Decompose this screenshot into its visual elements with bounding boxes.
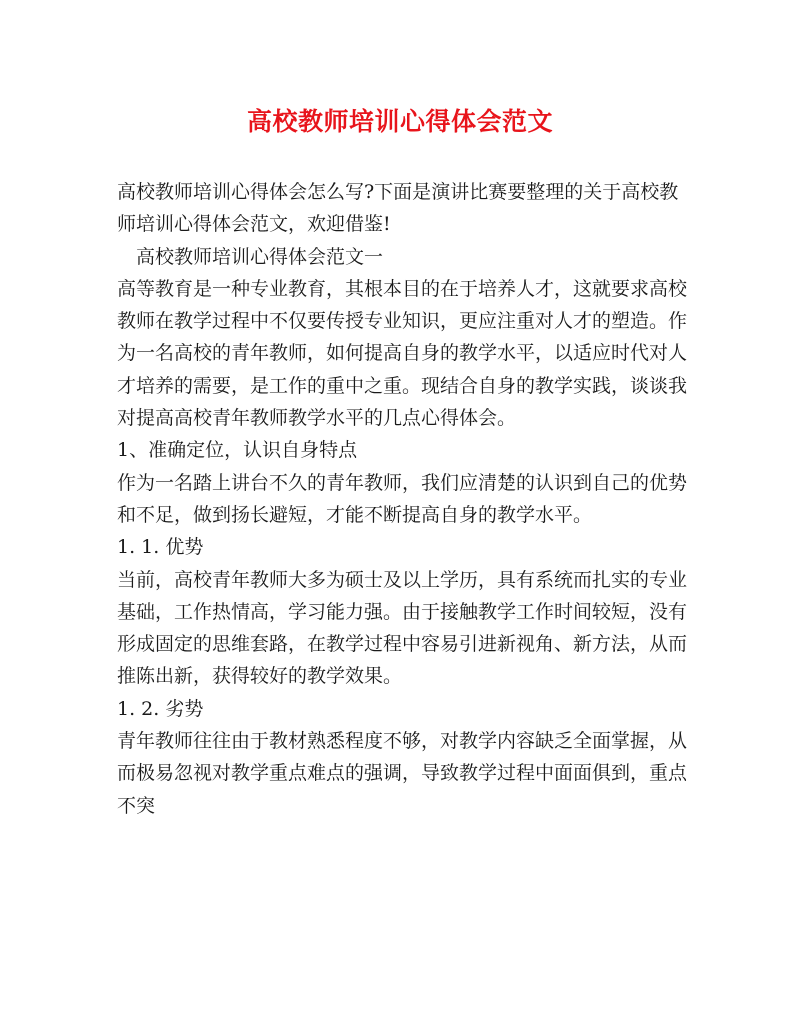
- document-title: 高校教师培训心得体会范文: [246, 107, 553, 136]
- body-paragraph: 作为一名踏上讲台不久的青年教师，我们应清楚的认识到自己的优势和不足，做到扬长避短，才能不断提高自身的教学水平。: [117, 471, 688, 526]
- document-body: [117, 176, 692, 822]
- body-paragraph: 高等教育是一种专业教育，其根本目的在于培养人才，这就要求高校教师在教学过程中不仅要传授专业知识，更应注重对人才的塑造。作为一名高校的青年教师，如何提高自身的教学水平，以适应时代对人才培养的需要，是工作的重中之重。现结合自身的教学实践，谈谈我对提高高校青年教师教学水平的几点心得体会。: [117, 277, 688, 430]
- body-paragraph: 青年教师往往由于教材熟悉程度不够，对教学内容缺乏全面掌握，从而极易忽视对教学重点难点的强调，导致教学过程中面面俱到，重点不突: [117, 730, 688, 817]
- section-heading-sample-one: 高校教师培训心得体会范文一: [136, 245, 384, 268]
- intro-paragraph: 高校教师培训心得体会怎么写?下面是演讲比赛要整理的关于高校教师培训心得体会范文，欢迎借鉴!: [117, 181, 679, 236]
- subsection-heading: 1. 2. 劣势: [117, 697, 204, 720]
- subsection-heading: 1. 1. 优势: [117, 536, 204, 559]
- body-paragraph: 当前，高校青年教师大多为硕士及以上学历，具有系统而扎实的专业基础，工作热情高，学习能力强。由于接触教学工作时间较短，没有形成固定的思维套路，在教学过程中容易引进新视角、新方法，从而推陈出新，获得较好的教学效果。: [117, 568, 688, 688]
- section-heading: 1、准确定位，认识自身特点: [117, 439, 358, 462]
